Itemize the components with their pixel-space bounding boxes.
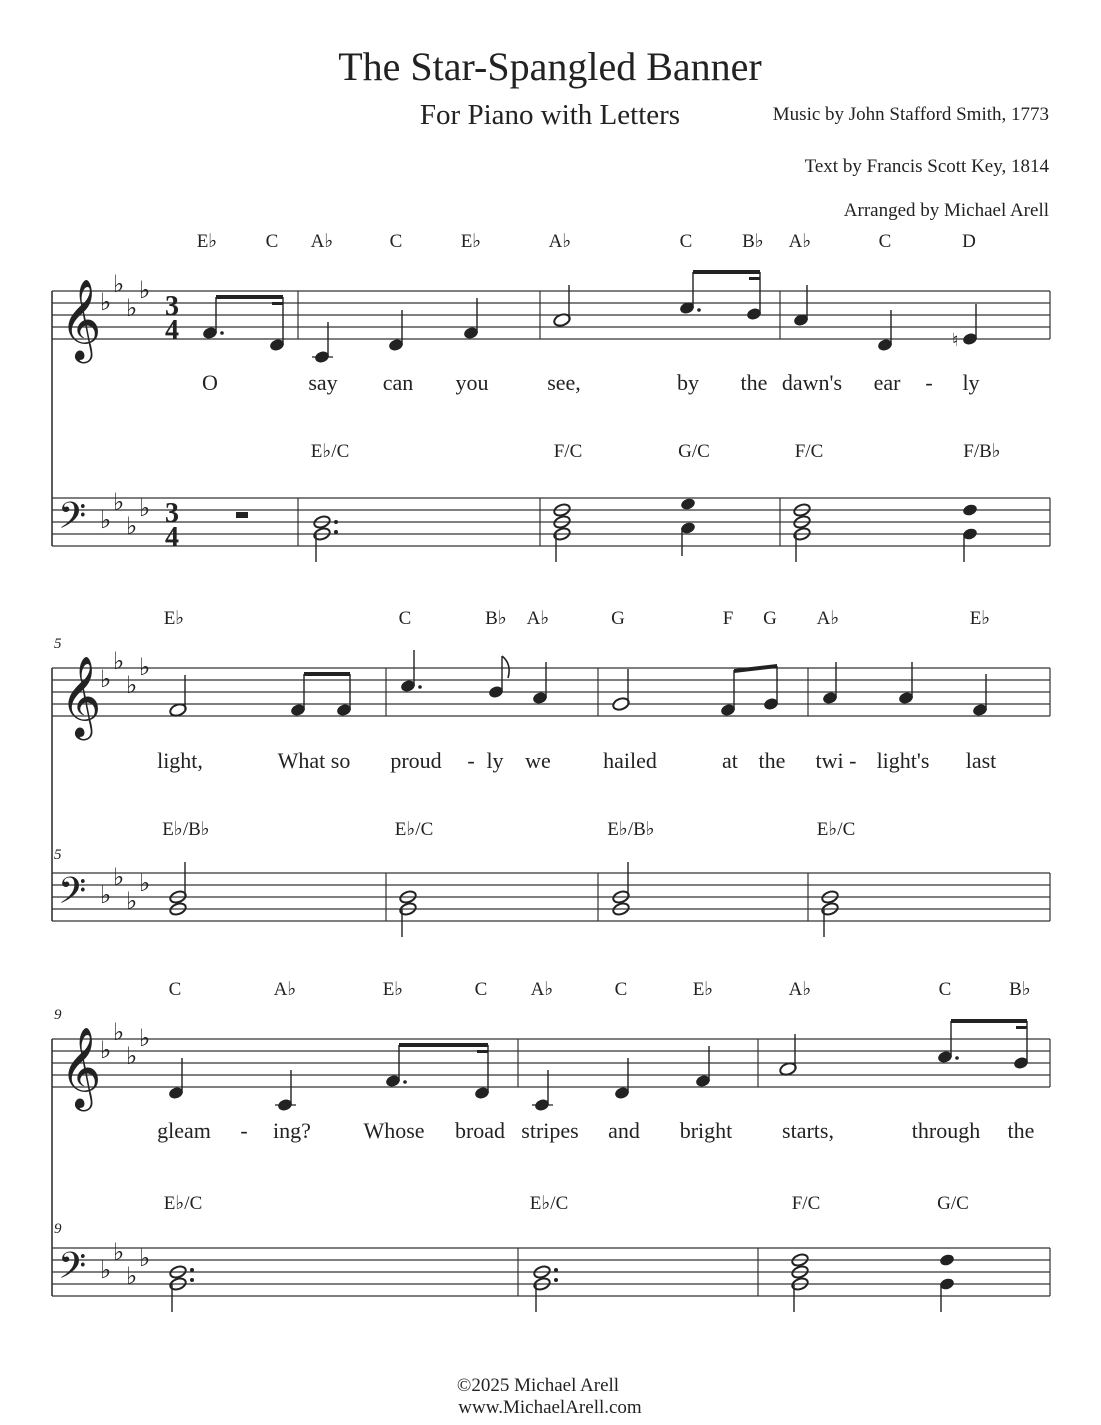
bass-clef-icon: 𝄢 — [58, 495, 87, 546]
chord-label: G/C — [678, 441, 710, 462]
key-signature-flats — [100, 1238, 150, 1290]
note-letter: E♭ — [460, 231, 482, 252]
chord-label: F/B♭ — [963, 441, 1001, 462]
key-signature-flats — [100, 863, 150, 915]
chord-label: E♭/C — [816, 819, 856, 840]
treble-clef-icon: 𝄞 — [60, 655, 102, 737]
time-signature — [165, 498, 179, 553]
lyric: dawn's — [781, 370, 843, 395]
note-letter: A♭ — [816, 608, 840, 629]
svg-text:♭: ♭ — [126, 887, 138, 915]
note-letter: A♭ — [273, 979, 297, 1000]
note-letter: E♭ — [196, 231, 218, 252]
note-letters-row — [164, 608, 991, 629]
lyric: twi - — [815, 748, 857, 773]
note-letter: B♭ — [1009, 979, 1031, 1000]
svg-text:♭: ♭ — [139, 869, 151, 897]
lyric: you — [455, 370, 489, 395]
lyric: O — [202, 370, 218, 395]
svg-text:♭: ♭ — [113, 647, 125, 675]
svg-text:4: 4 — [165, 315, 179, 346]
svg-text:♭: ♭ — [139, 494, 151, 522]
chord-label: E♭/C — [163, 1193, 203, 1214]
note-letter: E♭ — [382, 979, 404, 1000]
chord-label: F/C — [553, 441, 583, 462]
chord-label: G/C — [937, 1193, 969, 1214]
svg-text:♭: ♭ — [113, 488, 125, 516]
page-title: The Star-Spangled Banner — [338, 44, 762, 89]
note-letter: A♭ — [788, 979, 812, 1000]
lyric: last — [965, 748, 997, 773]
arranger-credit: Arranged by Michael Arell — [843, 200, 1049, 221]
bass-chord-notes — [334, 497, 978, 562]
lyric: stripes — [521, 1118, 579, 1143]
treble-staff — [52, 1039, 1050, 1296]
bass-clef-icon: 𝄢 — [58, 1245, 87, 1296]
note-letter: C — [679, 231, 693, 252]
lyric: - — [240, 1118, 248, 1143]
lyric: at — [722, 748, 738, 773]
treble-staff — [52, 291, 1050, 546]
key-signature-flats — [100, 270, 150, 322]
lyric: see, — [547, 370, 581, 395]
note-letter: G — [763, 608, 777, 629]
lyric: broad — [454, 1118, 506, 1143]
note-letter: E♭ — [969, 608, 991, 629]
treble-notes — [169, 650, 989, 718]
key-signature-flats — [100, 647, 150, 699]
lyric: What so — [277, 748, 351, 773]
measure-number: 9 — [54, 1221, 62, 1237]
note-letter: D — [962, 231, 976, 252]
lyric: - — [467, 748, 475, 773]
lyric: bright — [679, 1118, 733, 1143]
svg-text:♭: ♭ — [139, 276, 151, 304]
svg-text:♭: ♭ — [113, 270, 125, 298]
note-letter: A♭ — [526, 608, 550, 629]
note-letters-row — [197, 231, 976, 252]
bass-clef-icon: 𝄢 — [58, 870, 87, 921]
note-letter: G — [611, 608, 625, 629]
composer-credit: Music by John Stafford Smith, 1773 — [772, 104, 1049, 125]
note-letter: C — [389, 231, 403, 252]
svg-text:♭: ♭ — [139, 653, 151, 681]
lyric: proud — [390, 748, 442, 773]
note-letter: E♭ — [692, 979, 714, 1000]
lyrics-row — [202, 370, 980, 395]
bass-staff — [52, 873, 1050, 921]
lyric: starts, — [782, 1118, 834, 1143]
svg-text:♭: ♭ — [126, 1262, 138, 1290]
lyric: the — [740, 370, 768, 395]
system-3 — [52, 979, 1050, 1312]
svg-text:♭: ♭ — [100, 665, 112, 693]
lyric: ear — [873, 370, 901, 395]
lyric: - — [925, 370, 933, 395]
svg-text:4: 4 — [165, 522, 179, 553]
note-letter: A♭ — [548, 231, 572, 252]
lyric: light, — [157, 748, 203, 773]
note-letter: A♭ — [310, 231, 334, 252]
chord-label: E♭/C — [394, 819, 434, 840]
lyric: light's — [876, 748, 930, 773]
note-letter: A♭ — [530, 979, 554, 1000]
svg-text:♭: ♭ — [113, 863, 125, 891]
svg-text:♭: ♭ — [126, 671, 138, 699]
system-2 — [52, 608, 1050, 937]
bass-chord-notes — [313, 503, 811, 562]
svg-text:♭: ♭ — [113, 1238, 125, 1266]
lyric: we — [525, 748, 551, 773]
lyric: gleam — [157, 1118, 211, 1143]
note-letter: C — [398, 608, 412, 629]
lyric: say — [308, 370, 338, 395]
chord-label: E♭/C — [529, 1193, 569, 1214]
lyric: ly — [962, 370, 980, 395]
lyric: through — [911, 1118, 981, 1143]
svg-text:♭: ♭ — [100, 881, 112, 909]
chord-label: E♭/C — [310, 441, 350, 462]
subtitle: For Piano with Letters — [419, 99, 681, 131]
key-signature-flats — [100, 1018, 150, 1070]
lyric: and — [608, 1118, 640, 1143]
treble-staff — [52, 668, 1050, 921]
bass-chords-row — [311, 441, 1001, 462]
svg-text:♭: ♭ — [100, 1036, 112, 1064]
svg-text:3: 3 — [165, 498, 179, 529]
note-letters-row — [169, 979, 1031, 1000]
note-letter: F — [722, 608, 734, 629]
lyric: Whose — [363, 1118, 425, 1143]
time-signature — [165, 291, 179, 346]
lyric: can — [382, 370, 414, 395]
svg-text:♭: ♭ — [139, 1244, 151, 1272]
lyric: ing? — [273, 1118, 311, 1143]
svg-text:3: 3 — [165, 291, 179, 322]
svg-text:♭: ♭ — [100, 288, 112, 316]
svg-text:♭: ♭ — [113, 1018, 125, 1046]
chord-label: F/C — [791, 1193, 821, 1214]
treble-clef-icon: 𝄞 — [60, 1026, 102, 1108]
measure-number: 5 — [54, 636, 62, 652]
note-letter: B♭ — [485, 608, 507, 629]
lyric: hailed — [603, 748, 657, 773]
svg-text:♭: ♭ — [126, 1042, 138, 1070]
lyric: the — [758, 748, 786, 773]
lyrics-row — [157, 748, 996, 773]
lyricist-credit: Text by Francis Scott Key, 1814 — [804, 156, 1049, 177]
note-letter: C — [265, 231, 279, 252]
svg-text:♭: ♭ — [139, 1024, 151, 1052]
note-letter: B♭ — [742, 231, 764, 252]
lyric: ly — [486, 748, 504, 773]
bass-staff — [52, 1248, 1050, 1296]
note-letter: C — [878, 231, 892, 252]
bass-staff — [52, 498, 1050, 546]
bass-chord-notes — [190, 1253, 955, 1312]
note-letter: E♭ — [163, 608, 185, 629]
note-letter: C — [168, 979, 182, 1000]
lyrics-row — [157, 1118, 1034, 1143]
system-1 — [52, 231, 1050, 562]
key-signature-flats — [100, 488, 150, 540]
chord-label: E♭/B♭ — [607, 819, 655, 840]
copyright-text: ©2025 Michael Arell — [456, 1375, 620, 1396]
bass-chords-row — [164, 1193, 969, 1214]
treble-notes — [168, 1019, 1030, 1112]
note-letter: C — [474, 979, 488, 1000]
note-letter: C — [938, 979, 952, 1000]
lyric: the — [1007, 1118, 1035, 1143]
half-rest — [236, 512, 248, 518]
svg-text:♭: ♭ — [126, 294, 138, 322]
svg-text:♭: ♭ — [100, 506, 112, 534]
chord-label: E♭/B♭ — [162, 819, 210, 840]
svg-text:♮: ♮ — [952, 330, 959, 351]
treble-notes — [202, 270, 979, 364]
note-letter: C — [614, 979, 628, 1000]
bass-chords-row — [162, 819, 855, 840]
measure-number: 9 — [54, 1007, 62, 1023]
svg-text:♭: ♭ — [100, 1256, 112, 1284]
svg-text:♭: ♭ — [126, 512, 138, 540]
treble-clef-icon: 𝄞 — [60, 278, 102, 360]
chord-label: F/C — [794, 441, 824, 462]
measure-number: 5 — [54, 847, 62, 863]
bass-chord-notes — [169, 1253, 809, 1312]
website-link[interactable]: www.MichaelArell.com — [458, 1397, 642, 1418]
lyric: by — [677, 370, 699, 395]
note-letter: A♭ — [788, 231, 812, 252]
